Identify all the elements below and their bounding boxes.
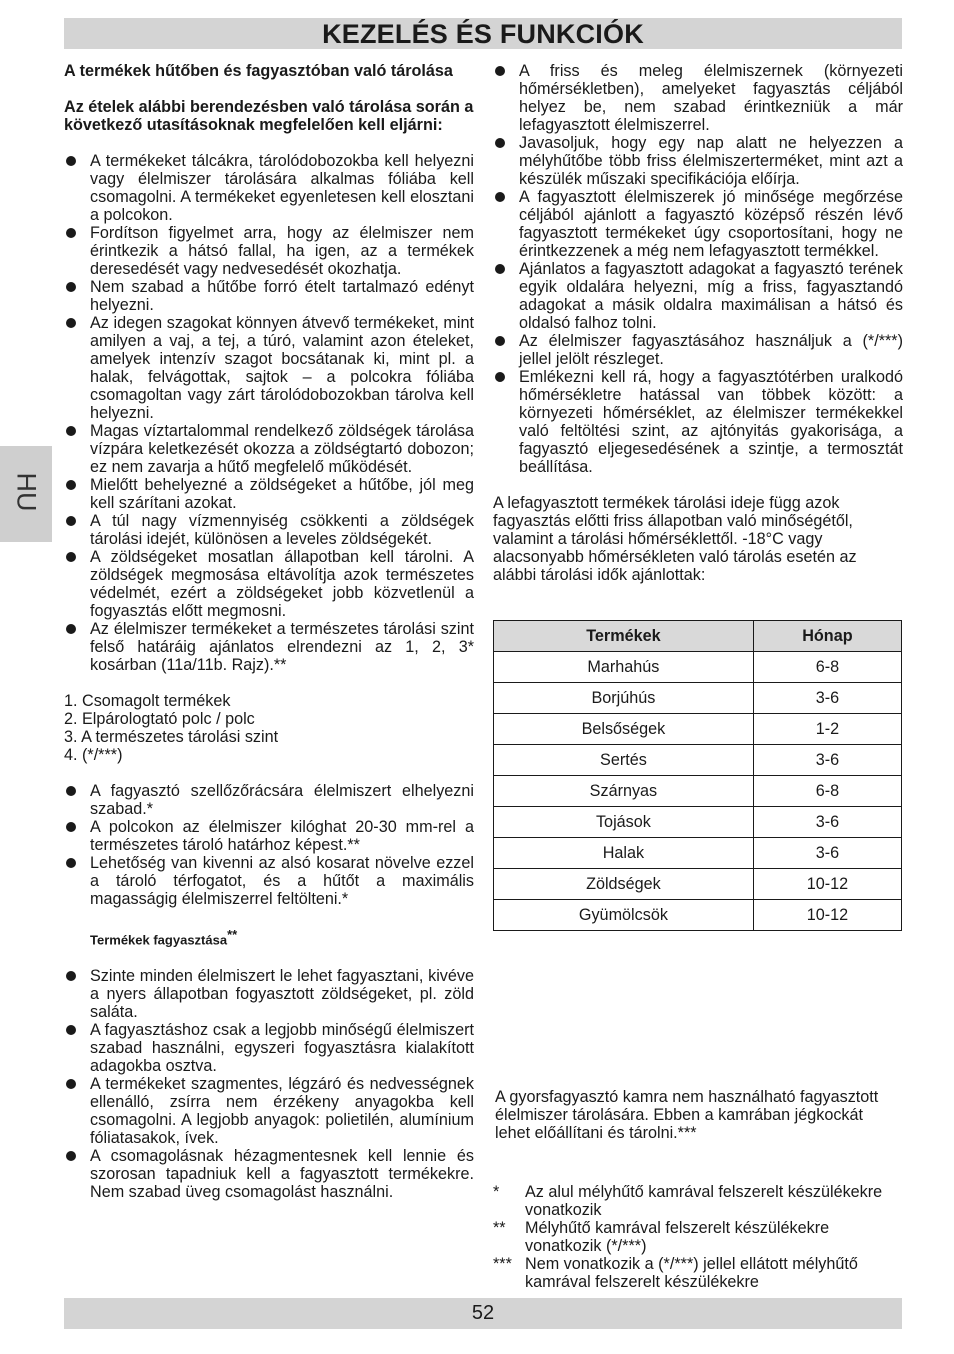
storage-bullet-list — [64, 152, 474, 674]
table-row — [494, 807, 902, 838]
list-item: A friss és meleg élelmiszernek (környezeti hőmérsékletben), amelyeket fagyasztás céljából helyez be, nem szabad érintkezniük a már lefagyasztott élelmiszerrel. — [493, 62, 903, 134]
footnote — [493, 1183, 903, 1219]
list-item: Szinte minden élelmiszert le lehet fagyasztani, kivéve a nyers állapotban fogyasztott zöldségeket, pl. zöld saláta. — [64, 967, 474, 1021]
list-item: A csomagolásnak hézagmentesnek kell lennie és szorosan tapadniuk kell a fagyasztott termékekre. Nem szabad üveg csomagolást használni. — [64, 1147, 474, 1201]
list-item: A fagyasztott élelmiszerek jó minősége megőrzése céljából ajánlott a fagyasztó középső részén lévő fagyasztott termékeket úgy csoportosítani, hogy ne érintkezzenek a még nem lefagyasztott termékkel. — [493, 188, 903, 260]
left-column — [64, 62, 474, 1201]
table-row — [494, 714, 902, 745]
list-item: Javasoljuk, hogy egy nap alatt ne helyezzen a mélyhűtőbe több friss élelmiszerterméket, mint azt a készülék műszaki specifikációja előírja. — [493, 134, 903, 188]
legend-item: 4. (*/***) — [64, 746, 123, 764]
legend-item: 2. Elpárologtató polc / polc — [64, 710, 255, 728]
list-item: A polcokon az élelmiszer kilóghat 20-30 mm-rel a természetes tároló határhoz képest.** — [64, 818, 474, 854]
section-heading-storage: A termékek hűtőben és fagyasztóban való tárolása — [64, 62, 453, 80]
table-cell: 1-2 — [753, 714, 901, 745]
list-item: Nem szabad a hűtőbe forró ételt tartalmazó edényt helyezni. — [64, 278, 474, 314]
table-cell: 10-12 — [753, 869, 901, 900]
table-cell: 6-8 — [753, 652, 901, 683]
legend-item: 1. Csomagolt termékek — [64, 692, 231, 710]
freezing-bullet-list — [64, 967, 474, 1201]
table-cell: 3-6 — [753, 838, 901, 869]
footnotes — [493, 1183, 903, 1291]
section-heading-instructions: Az ételek alábbi berendezésben való tárolása során a következő utasításoknak megfelelően kell eljárni: — [64, 98, 474, 134]
footnote-text: Az alul mélyhűtő kamrával felszerelt készülékekre vonatkozik — [525, 1183, 883, 1219]
freezing-heading-text: Termékek fagyasztása — [90, 932, 228, 948]
list-item: Mielőtt behelyezné a zöldségeket a hűtőbe, jól meg kell szárítani azokat. — [64, 476, 474, 512]
freezing-heading — [64, 926, 474, 949]
table-cell: 3-6 — [753, 745, 901, 776]
table-row — [494, 776, 902, 807]
table-cell: 3-6 — [753, 683, 901, 714]
table-cell: Szárnyas — [494, 776, 754, 807]
table-cell: 3-6 — [753, 807, 901, 838]
table-row — [494, 683, 902, 714]
table-cell: Belsőségek — [494, 714, 754, 745]
storage-time-intro: A lefagyasztott termékek tárolási ideje függ azok fagyasztás előtti friss állapotban való minőségétől, valamint a tárolási hőmérséklettől. -18°C vagy alacsonyabb hőmérsékleten való tárolás esetén az alábbi tárolási idők ajánlottak: — [493, 494, 857, 584]
numbered-legend — [64, 692, 474, 764]
list-item: Az idegen szagokat könnyen átvevő termékeket, mint amilyen a vaj, a tej, a túró, valamint azon ételeket, amelyek intenzív szagot bocsátanak ki, mint pl. a halak, felvágottak, sajtok – a polcokra fóliába csomagoltan vagy zárt tárolódobozokban tárolva kell helyezni. — [64, 314, 474, 422]
table-cell: 6-8 — [753, 776, 901, 807]
column-header-months: Hónap — [753, 621, 901, 652]
table-cell: Gyümölcsök — [494, 900, 754, 931]
column-header-products: Termékek — [494, 621, 754, 652]
freezing-tips-list — [493, 62, 903, 476]
freezing-heading-mark: ** — [227, 927, 238, 942]
language-tab — [0, 446, 52, 542]
storage-time-table — [493, 620, 902, 931]
table-header-row — [494, 621, 902, 652]
page-title: KEZELÉS ÉS FUNKCIÓK — [322, 19, 644, 49]
list-item: Fordítson figyelmet arra, hogy az élelmiszer nem érintkezik a hátsó fallal, ha igen, az a termékek deresedését vagy nedvesedését okozhatja. — [64, 224, 474, 278]
footnote — [493, 1219, 903, 1255]
list-item: Az élelmiszer termékeket a természetes tárolási szint felső határáig ajánlatos elrendezni az 1, 2, 3* kosárban (11a/11b. Rajz).** — [64, 620, 474, 674]
freezer-bullet-list — [64, 782, 474, 908]
footnote-mark: *** — [493, 1255, 512, 1273]
table-row — [494, 869, 902, 900]
page-number: 52 — [471, 1302, 495, 1324]
table-cell: Tojások — [494, 807, 754, 838]
footnote-mark: ** — [493, 1219, 506, 1237]
table-cell: Sertés — [494, 745, 754, 776]
list-item: A zöldségeket mosatlan állapotban kell tárolni. A zöldségek megmosása eltávolítja azok természetes védelmét, ezért a zöldségeket jobb közvetlenül a fogyasztás előtt megmosni. — [64, 548, 474, 620]
list-item: Az élelmiszer fagyasztásához használjuk a (*/***) jellel jelölt részleget. — [493, 332, 903, 368]
footer-bar — [64, 1298, 902, 1329]
table-row — [494, 652, 902, 683]
table-row — [494, 900, 902, 931]
list-item: Emlékezni kell rá, hogy a fagyasztótérben uralkodó hőmérsékletre hatással van többek között: a környezeti hőmérséklet, az élelmiszer termékekkel való feltöltési szint, az ajtónyitás gyakorisága, a fagyasztó eljegesedésének a szintje, a termosztát beállítása. — [493, 368, 903, 476]
table-cell: Zöldségek — [494, 869, 754, 900]
legend-item: 3. A természetes tárolási szint — [64, 728, 279, 746]
footnote-text: Nem vonatkozik a (*/***) jellel ellátott mélyhűtő kamrával felszerelt készülékekre — [525, 1255, 858, 1291]
list-item: A termékeket szagmentes, légzáró és nedvességnek ellenálló, zsírra nem érzékeny anyagokba kell csomagolni. A legjobb anyagok: polietilén, alumínium fóliatasakok, ívek. — [64, 1075, 474, 1147]
table-cell: Marhahús — [494, 652, 754, 683]
list-item: A fagyasztáshoz csak a legjobb minőségű élelmiszert szabad használni, egyszeri fogyasztásra kialakított adagokba osztva. — [64, 1021, 474, 1075]
list-item: Lehetőség van kivenni az alsó kosarat növelve ezzel a tároló térfogatot, és a hűtőt a maximális magasságig élelmiszerrel feltölteni.* — [64, 854, 474, 908]
right-column — [493, 62, 903, 584]
header-bar — [64, 18, 902, 49]
list-item: Magas víztartalommal rendelkező zöldségek tárolása vízpára keletkezését okozza a zöldségtartó dobozon; ez nem zavarja a hűtő megfelelő működését. — [64, 422, 474, 476]
list-item: A túl nagy vízmennyiség csökkenti a zöldségek tárolási idejét, különösen a leveles zöldségekét. — [64, 512, 474, 548]
table-cell: Borjúhús — [494, 683, 754, 714]
list-item: Ajánlatos a fagyasztott adagokat a fagyasztó terének egyik oldalára helyezni, míg a friss, fagyasztandó adagokat a másik oldalra maximálisan a hátsó és oldalsó falhoz tolni. — [493, 260, 903, 332]
footnote-text: Mélyhűtő kamrával felszerelt készülékekre vonatkozik (*/***) — [525, 1219, 830, 1255]
quick-freeze-note: A gyorsfagyasztó kamra nem használható fagyasztott élelmiszer tárolására. Ebben a kamrában jégkockát lehet előállítani és tárolni.*** — [495, 1088, 879, 1142]
list-item: A fagyasztó szellőzőrácsára élelmiszert elhelyezni szabad.* — [64, 782, 474, 818]
language-tab-label: HU — [11, 472, 42, 512]
table-row — [494, 838, 902, 869]
table-cell: Halak — [494, 838, 754, 869]
list-item: A termékeket tálcákra, tárolódobozokba kell helyezni vagy élelmiszer tárolására alkalmas fóliába kell csomagolni. A termékeket egyenletesen kell elosztani a polcokon. — [64, 152, 474, 224]
footnote-mark: * — [493, 1183, 500, 1201]
footnote — [493, 1255, 903, 1291]
table-cell: 10-12 — [753, 900, 901, 931]
table-row — [494, 745, 902, 776]
